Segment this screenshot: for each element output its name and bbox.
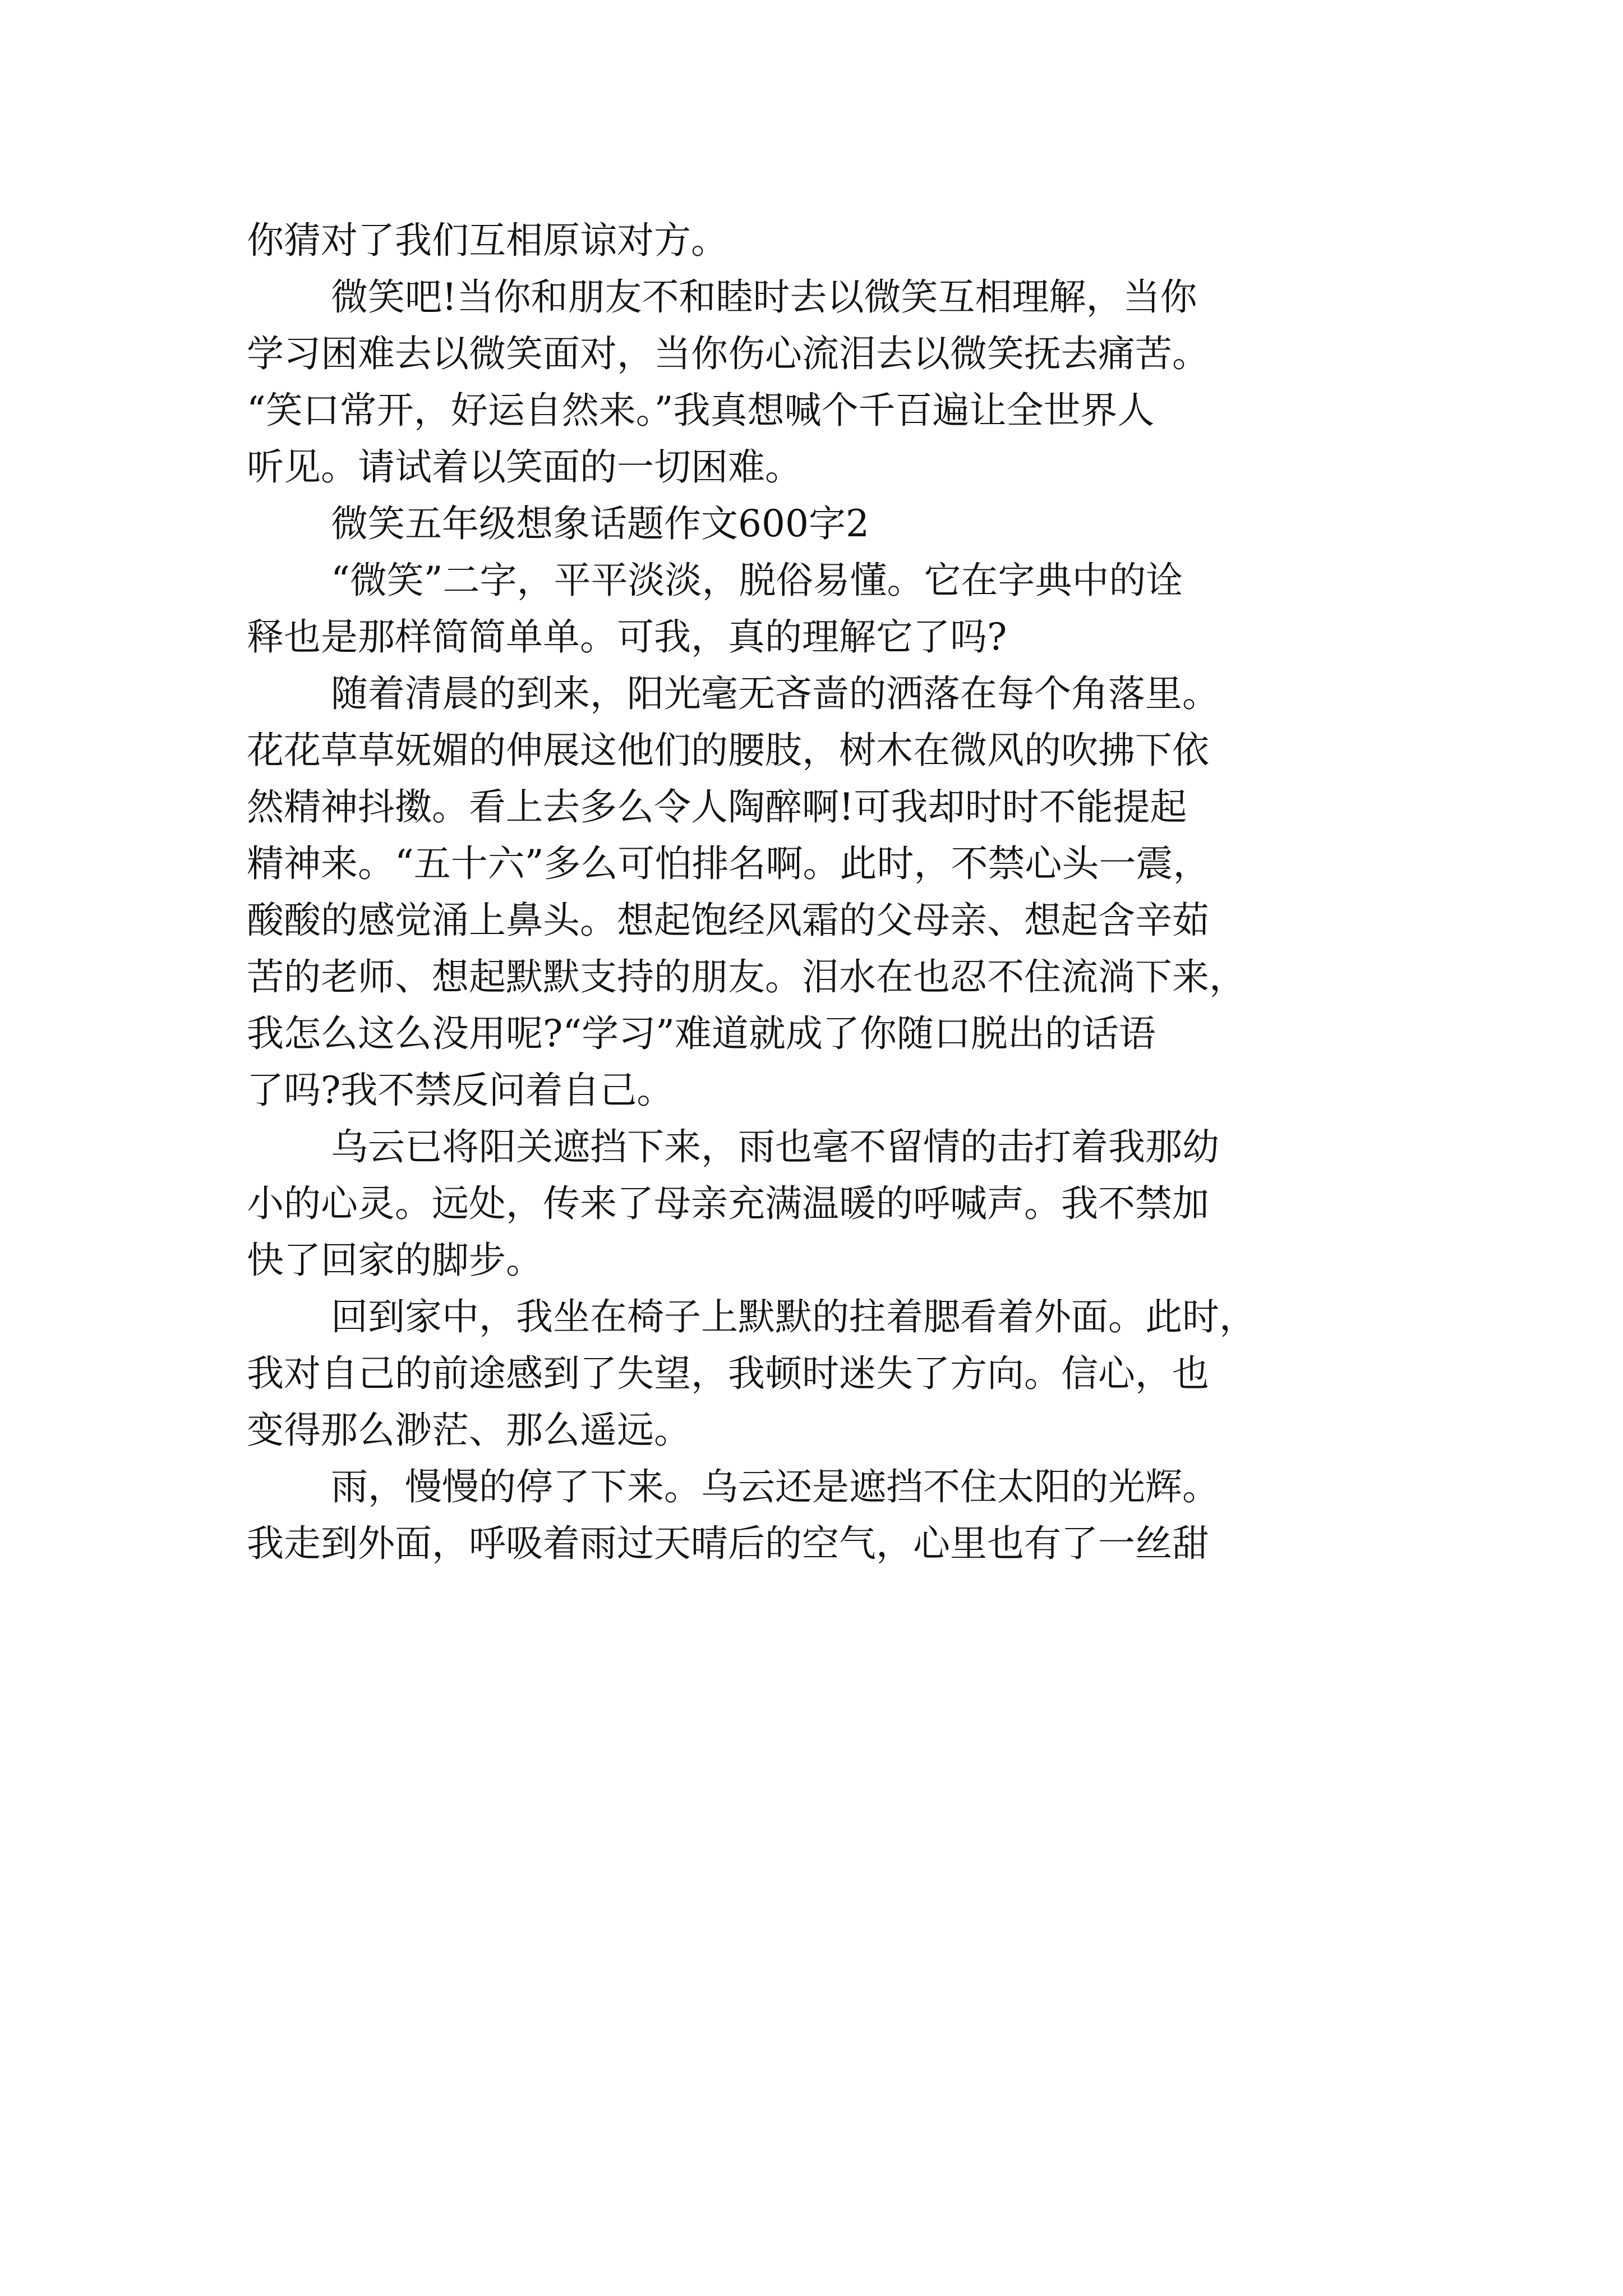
text-line: 回到家中，我坐在椅子上默默的拄着腮看着外面。此时， [331,1295,1256,1338]
text-line: 苦的老师、想起默默支持的朋友。泪水在也忍不住流淌下来， [247,955,1246,999]
text-line: 花花草草妩媚的伸展这他们的腰肢，树木在微风的吹拂下依 [247,729,1209,772]
text-line: 了吗?我不禁反问着自己。 [247,1069,674,1112]
text-line: 然精神抖擞。看上去多么令人陶醉啊!可我却时时不能提起 [247,785,1187,829]
text-line: 我走到外面，呼吸着雨过天晴后的空气，心里也有了一丝甜 [247,1522,1209,1565]
text-line: 随着清晨的到来，阳光毫无吝啬的洒落在每个角落里。 [331,672,1219,715]
text-line: 精神来。“五十六”多么可怕排名啊。此时，不禁心头一震， [247,842,1210,885]
text-line: 听见。请试着以笑面的一切困难。 [247,445,802,489]
text-line: 释也是那样简简单单。可我，真的理解它了吗? [247,615,1007,659]
text-line: 学习困难去以微笑面对，当你伤心流泪去以微笑抚去痛苦。 [247,332,1209,375]
text-line: 微笑吧!当你和朋友不和睦时去以微笑互相理解，当你 [331,275,1197,319]
text-line: 雨，慢慢的停了下来。乌云还是遮挡不住太阳的光辉。 [331,1465,1219,1508]
text-line: 小的心灵。远处，传来了母亲充满温暖的呼喊声。我不禁加 [247,1182,1209,1225]
text-line: “笑口常开，好运自然来。”我真想喊个千百遍让全世界人 [247,389,1155,432]
text-line: 我怎么这么没用呢?“学习”难道就成了你随口脱出的话语 [247,1012,1156,1055]
text-line: 变得那么渺茫、那么遥远。 [247,1409,691,1452]
text-line: 我对自己的前途感到了失望，我顿时迷失了方向。信心，也 [247,1352,1209,1395]
text-line: 乌云已将阳关遮挡下来，雨也毫不留情的击打着我那幼 [331,1125,1219,1168]
document-body [247,212,1424,1572]
section-heading: 微笑五年级想象话题作文600字2 [331,502,869,545]
text-line: 快了回家的脚步。 [247,1239,543,1282]
text-line: 酸酸的感觉涌上鼻头。想起饱经风霜的父母亲、想起含辛茹 [247,899,1209,942]
text-line: 你猜对了我们互相原谅对方。 [247,219,728,262]
text-line: “微笑”二字，平平淡淡，脱俗易懂。它在字典中的诠 [331,559,1183,602]
